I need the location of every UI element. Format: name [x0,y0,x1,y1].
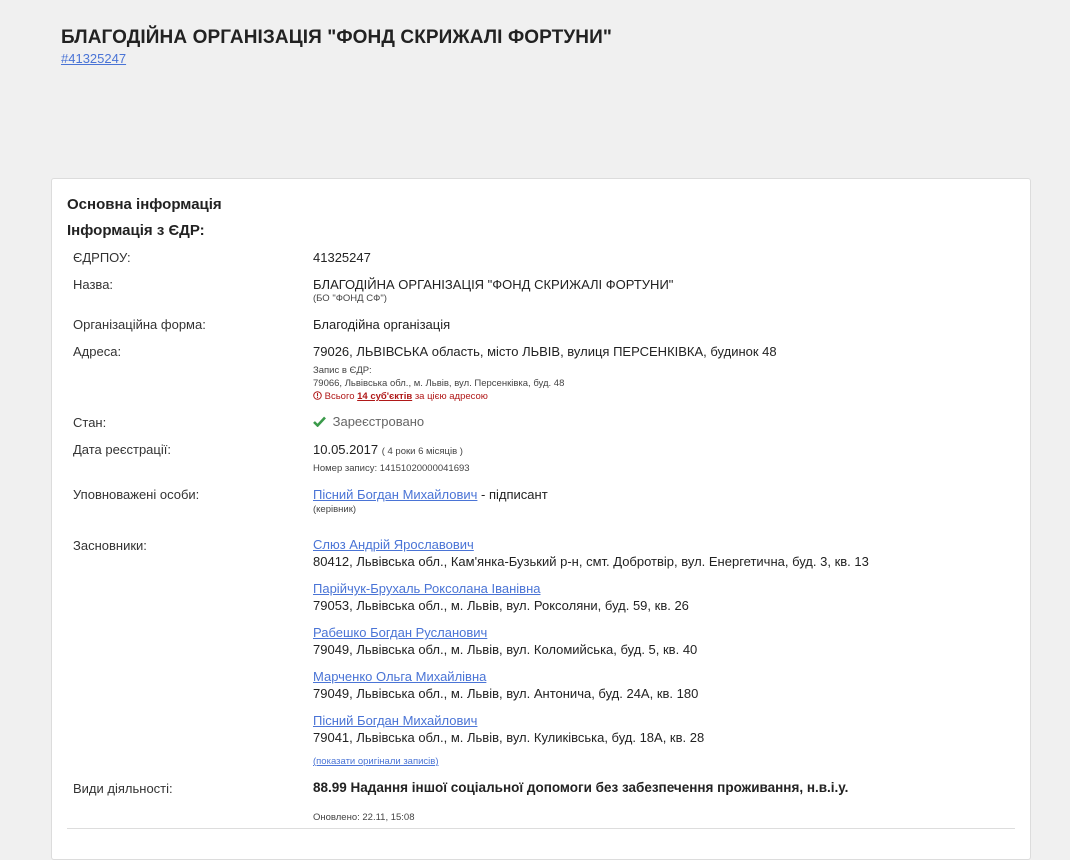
activities-value: 88.99 Надання іншої соціальної допомоги без забезпечення проживання, н.в.і.у. [313,780,849,795]
status-label: Стан: [73,415,107,430]
name-label: Назва: [73,277,114,292]
founder-address: 79041, Львівська обл., м. Львів, вул. Куликівська, буд. 18А, кв. 28 [313,730,705,745]
authorized-role-note: (керівник) [313,504,357,515]
subjects-count-link[interactable]: 14 суб'єктів [357,391,413,402]
address-label: Адреса: [73,344,122,359]
founder-link[interactable]: Пісний Богдан Михайлович [313,713,478,728]
address-edr-caption: Запис в ЄДР: [313,365,372,376]
page-title: БЛАГОДІЙНА ОРГАНІЗАЦІЯ "ФОНД СКРИЖАЛІ ФОРТУНИ" [61,27,612,48]
main-info-card [51,178,1031,860]
exclamation-circle-icon [313,391,322,400]
warning-suffix: за цією адресою [414,391,488,402]
founder-address: 79049, Львівська обл., м. Львів, вул. Коломийська, буд. 5, кв. 40 [313,642,698,657]
status-value: Зареєстровано [332,414,425,429]
authorized-label: Уповноважені особи: [73,487,200,502]
founder-link[interactable]: Марченко Ольга Михайлівна [313,669,487,684]
reg-date-label: Дата реєстрації: [73,442,171,457]
reg-date-duration: ( 4 роки 6 місяців ) [381,446,463,457]
founder-link[interactable]: Парійчук-Брухаль Роксолана Іванівна [313,581,541,596]
reg-date-wrap [313,442,463,457]
org-form-value: Благодійна організація [313,317,451,332]
updated-timestamp: Оновлено: 22.11, 15:08 [313,812,415,823]
founder-link[interactable]: Рабешко Богдан Русланович [313,625,488,640]
section-title-main: Основна інформація [67,196,222,213]
org-form-label: Організаційна форма: [73,317,206,332]
edrpou-value: 41325247 [313,250,371,265]
check-icon [313,416,326,427]
address-warning [313,391,488,402]
activities-label: Види діяльності: [73,781,173,796]
founder-link[interactable]: Слюз Андрій Ярославович [313,537,474,552]
warning-prefix: Всього [324,391,355,402]
authorized-role: - підписант [481,487,548,502]
authorized-wrap [313,487,548,502]
status-value-wrap [313,414,424,429]
name-value: БЛАГОДІЙНА ОРГАНІЗАЦІЯ "ФОНД СКРИЖАЛІ ФОРТУНИ" [313,277,674,292]
edrpou-label: ЄДРПОУ: [73,250,131,265]
name-short: (БО "ФОНД СФ") [313,293,387,304]
founder-address: 79049, Львівська обл., м. Львів, вул. Антонича, буд. 24А, кв. 180 [313,686,699,701]
address-value: 79026, ЛЬВІВСЬКА область, місто ЛЬВІВ, вулиця ПЕРСЕНКІВКА, будинок 48 [313,344,777,359]
section-title-edr: Інформація з ЄДР: [67,222,205,239]
reg-date-value: 10.05.2017 [313,442,379,457]
edrpou-code-link[interactable]: #41325247 [61,51,127,66]
founders-label: Засновники: [73,538,147,553]
founder-address: 79053, Львівська обл., м. Львів, вул. Роксоляни, буд. 59, кв. 26 [313,598,689,613]
show-original-records-link[interactable]: (показати оригінали записів) [313,756,439,767]
address-edr-value: 79066, Львівська обл., м. Львів, вул. Персенківка, буд. 48 [313,378,565,389]
founder-address: 80412, Львівська обл., Кам'янка-Бузький р-н, смт. Добротвір, вул. Енергетична, буд. 3, кв. 13 [313,554,869,569]
authorized-person-link[interactable]: Пісний Богдан Михайлович [313,487,478,502]
record-number: Номер запису: 14151020000041693 [313,463,470,474]
divider [67,828,1015,829]
